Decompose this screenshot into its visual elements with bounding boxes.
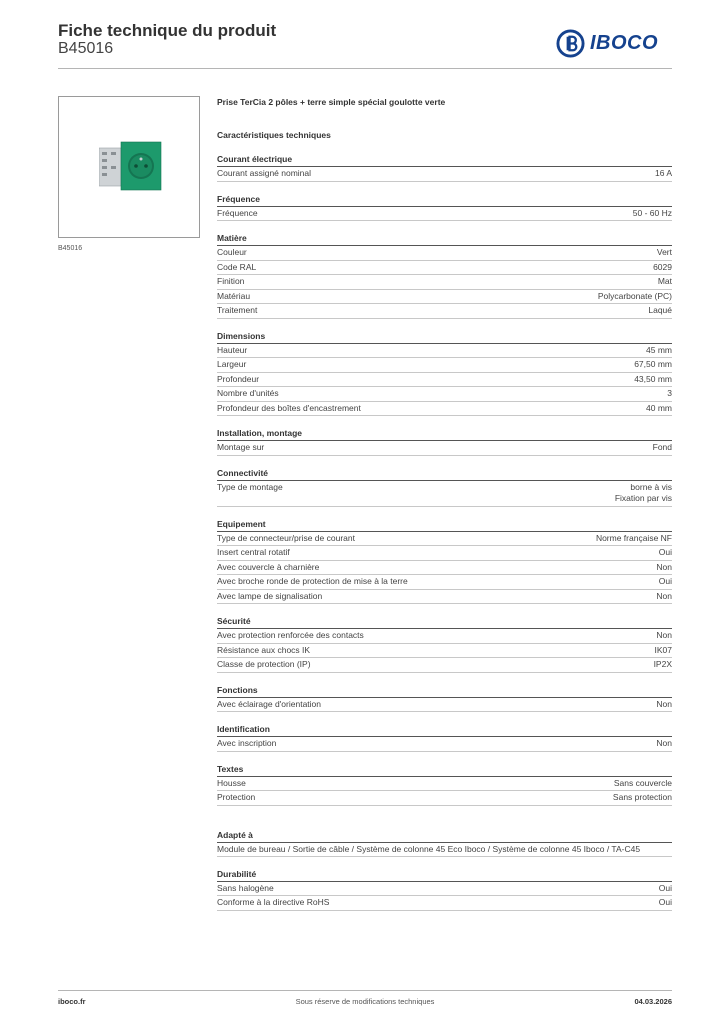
spec-label: Traitement bbox=[217, 305, 258, 315]
spec-sheet bbox=[217, 95, 672, 911]
spec-label: Hauteur bbox=[217, 344, 248, 355]
spec-label: Classe de protection (IP) bbox=[217, 659, 311, 669]
spec-row bbox=[217, 575, 672, 590]
spec-row bbox=[217, 246, 672, 261]
spec-row bbox=[217, 373, 672, 388]
footer-divider bbox=[58, 990, 672, 991]
spec-label: Courant assigné nominal bbox=[217, 168, 312, 178]
spec-label: Insert central rotatif bbox=[217, 547, 290, 557]
spec-label: Avec lampe de signalisation bbox=[217, 590, 323, 601]
spec-row bbox=[217, 275, 672, 290]
spec-value: Oui bbox=[658, 576, 672, 586]
spec-value: 67,50 mm bbox=[634, 359, 672, 369]
logo-text: IBOCO bbox=[590, 31, 659, 54]
spec-label: Nombre d'unités bbox=[217, 388, 279, 398]
spec-label: Avec broche ronde de protection de mise à la terre bbox=[217, 576, 408, 586]
spec-row bbox=[217, 481, 672, 507]
spec-value: IK07 bbox=[654, 644, 672, 655]
spec-row bbox=[217, 290, 672, 305]
product-image-frame bbox=[58, 96, 200, 238]
spec-value-line: Fixation par vis bbox=[614, 492, 672, 503]
spec-label: Fréquence bbox=[217, 207, 258, 218]
section-title: Courant électrique bbox=[217, 152, 672, 167]
spec-row bbox=[217, 698, 672, 713]
product-name: Prise TerCia 2 pôles + terre simple spécial goulotte verte bbox=[217, 97, 446, 107]
spec-label: Couleur bbox=[217, 247, 247, 257]
spec-value: Non bbox=[656, 698, 672, 709]
spec-value: 6029 bbox=[653, 261, 672, 272]
socket-product-image bbox=[99, 140, 163, 192]
spec-row bbox=[217, 791, 672, 806]
spec-label: Profondeur bbox=[217, 373, 260, 384]
spec-value: Sans couvercle bbox=[613, 777, 672, 788]
compatibility-text: Module de bureau / Sortie de câble / Système de colonne 45 Eco Iboco / Système de colonne 45 Iboco / TA-C45 bbox=[217, 843, 672, 857]
section-title: Adapté à bbox=[217, 828, 672, 843]
spec-row bbox=[217, 358, 672, 373]
section-title: Fonctions bbox=[217, 683, 672, 698]
section-title: Equipement bbox=[217, 517, 672, 532]
header-divider bbox=[58, 68, 672, 69]
spec-row bbox=[217, 777, 672, 792]
spec-row bbox=[217, 658, 672, 673]
footer-date: 04.03.2026 bbox=[634, 997, 672, 1006]
spec-value: 50 - 60 Hz bbox=[632, 207, 672, 218]
spec-label: Montage sur bbox=[217, 442, 265, 452]
spec-value: Oui bbox=[658, 547, 672, 557]
spec-row bbox=[217, 304, 672, 319]
spec-label: Protection bbox=[217, 792, 256, 802]
spec-row bbox=[217, 896, 672, 911]
spec-row bbox=[217, 207, 672, 222]
spec-value: 40 mm bbox=[646, 402, 672, 413]
spec-row bbox=[217, 546, 672, 561]
spec-value: Non bbox=[656, 561, 672, 572]
spec-label: Sans halogène bbox=[217, 882, 274, 893]
spec-row bbox=[217, 344, 672, 359]
spec-row bbox=[217, 629, 672, 644]
spec-label: Code RAL bbox=[217, 261, 257, 272]
spec-value: Non bbox=[656, 630, 672, 640]
spec-value: Fond bbox=[652, 442, 672, 452]
spec-value: Non bbox=[656, 590, 672, 601]
spec-value: IP2X bbox=[653, 659, 672, 669]
section-title: Sécurité bbox=[217, 614, 672, 629]
footer-disclaimer: Sous réserve de modifications techniques bbox=[295, 997, 435, 1006]
spec-row bbox=[217, 532, 672, 547]
spec-value: Non bbox=[656, 738, 672, 748]
spec-value: Sans protection bbox=[612, 792, 672, 802]
spec-row bbox=[217, 261, 672, 276]
footer bbox=[58, 997, 672, 1011]
section-title: Connectivité bbox=[217, 466, 672, 481]
spec-row bbox=[217, 387, 672, 402]
spec-value: Vert bbox=[656, 247, 672, 257]
spec-row bbox=[217, 644, 672, 659]
spec-label: Type de connecteur/prise de courant bbox=[217, 532, 355, 543]
spec-row bbox=[217, 441, 672, 456]
spec-label: Avec inscription bbox=[217, 738, 277, 748]
spec-label: Profondeur des boîtes d'encastrement bbox=[217, 402, 361, 413]
spec-label: Matériau bbox=[217, 290, 251, 301]
spec-label: Largeur bbox=[217, 359, 247, 369]
section-title: Matière bbox=[217, 231, 672, 246]
spec-label: Housse bbox=[217, 777, 246, 788]
spec-row bbox=[217, 561, 672, 576]
spec-label: Avec couvercle à charnière bbox=[217, 561, 320, 572]
section-title: Textes bbox=[217, 762, 672, 777]
spec-value: 3 bbox=[667, 388, 672, 398]
page-title: Fiche technique du produit bbox=[58, 21, 277, 40]
spec-row bbox=[217, 737, 672, 752]
spec-row bbox=[217, 590, 672, 605]
spec-value: Norme française NF bbox=[595, 532, 672, 543]
spec-value: Mat bbox=[657, 276, 672, 286]
spec-value bbox=[615, 481, 672, 504]
product-code: B45016 bbox=[58, 40, 114, 57]
spec-value: Oui bbox=[658, 897, 672, 907]
image-caption: B45016 bbox=[58, 245, 83, 252]
brand-logo bbox=[556, 27, 674, 59]
spec-value: 43,50 mm bbox=[634, 373, 672, 384]
spec-value: 16 A bbox=[654, 168, 672, 178]
section-title: Installation, montage bbox=[217, 426, 672, 441]
spec-value: Polycarbonate (PC) bbox=[597, 290, 672, 301]
spec-row bbox=[217, 882, 672, 897]
section-title: Dimensions bbox=[217, 329, 672, 344]
spec-value: Oui bbox=[658, 882, 672, 893]
spec-label: Conforme à la directive RoHS bbox=[217, 897, 330, 907]
section-title: Identification bbox=[217, 722, 672, 737]
spec-value: 45 mm bbox=[646, 344, 672, 355]
spec-label: Avec éclairage d'orientation bbox=[217, 698, 322, 709]
section-title: Durabilité bbox=[217, 867, 672, 882]
spec-label: Type de montage bbox=[217, 481, 283, 492]
spec-value: Laqué bbox=[648, 305, 672, 315]
spec-label: Finition bbox=[217, 276, 245, 286]
iboco-logo-icon bbox=[556, 29, 585, 58]
spec-value-line: borne à vis bbox=[630, 481, 672, 492]
section-title: Fréquence bbox=[217, 192, 672, 207]
spec-row bbox=[217, 167, 672, 182]
spec-label: Résistance aux chocs IK bbox=[217, 644, 311, 655]
footer-website-link[interactable]: iboco.fr bbox=[58, 997, 86, 1006]
spec-row bbox=[217, 402, 672, 417]
characteristics-heading: Caractéristiques techniques bbox=[217, 130, 331, 140]
spec-label: Avec protection renforcée des contacts bbox=[217, 630, 364, 640]
